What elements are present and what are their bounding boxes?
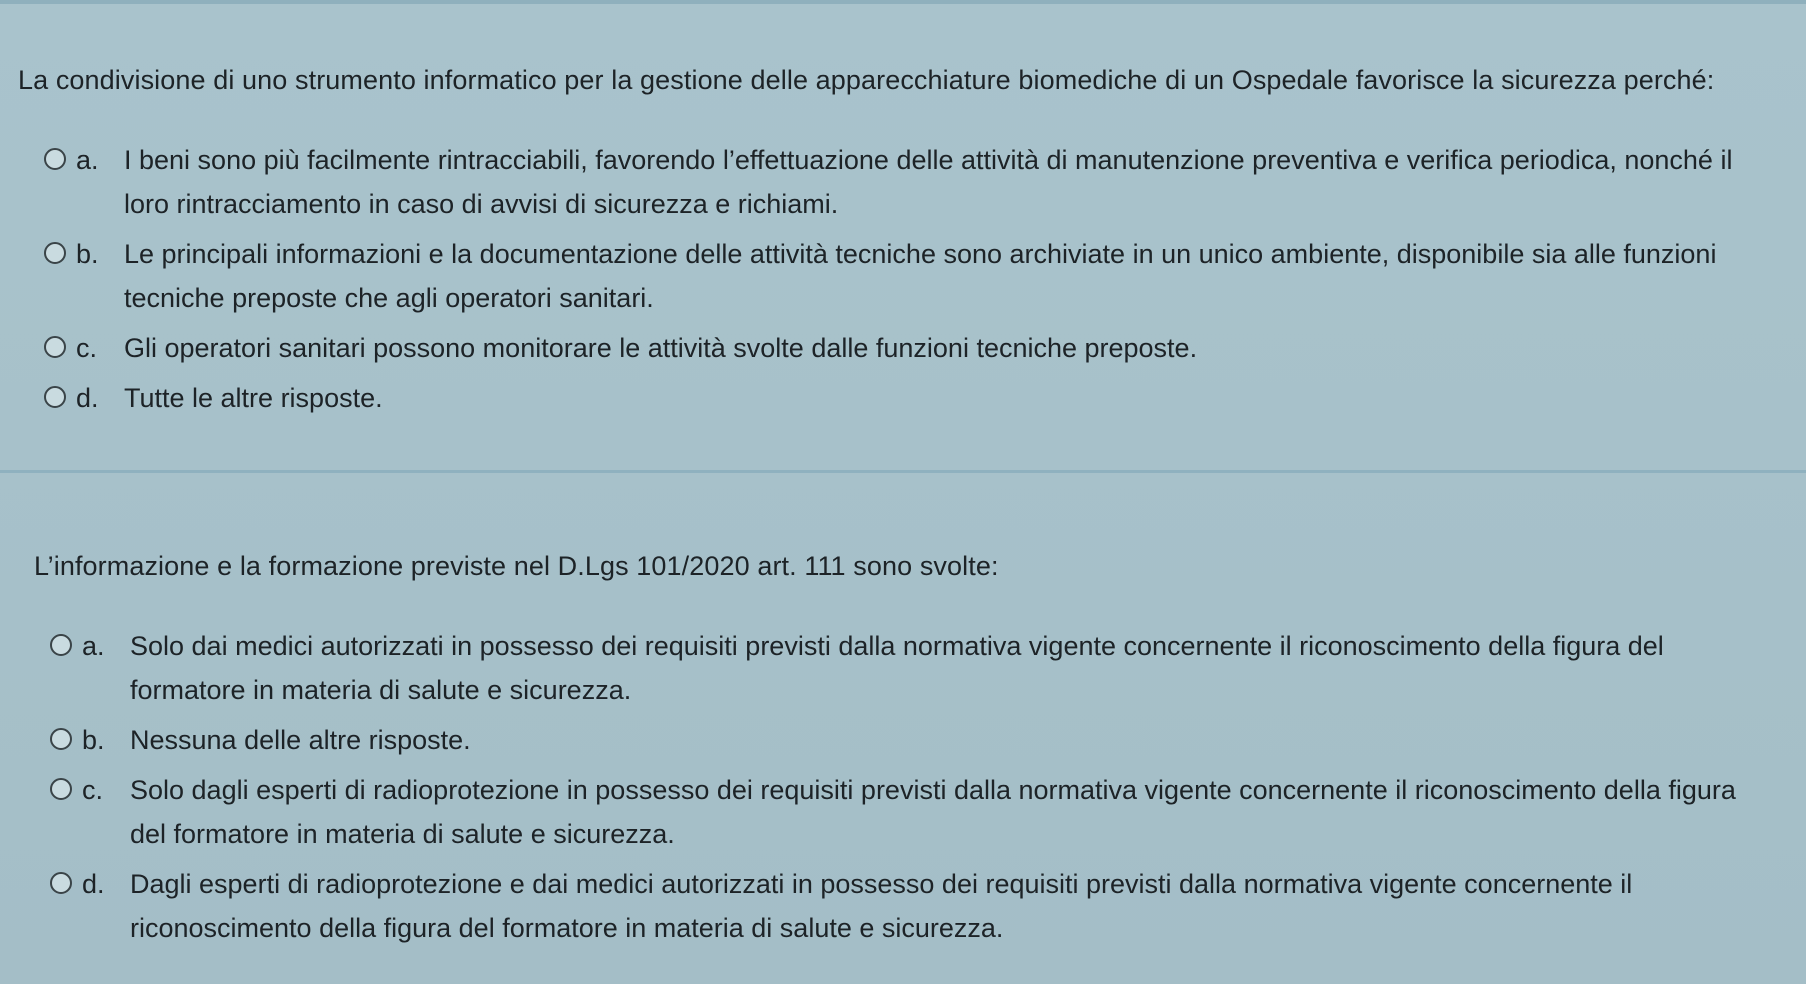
option-letter: a.	[76, 145, 99, 175]
radio-button-icon[interactable]	[50, 728, 72, 750]
option-letter: b.	[82, 725, 105, 755]
option-text[interactable]: Tutte le altre risposte.	[124, 383, 383, 413]
option-text[interactable]: I beni sono più facilmente rintracciabili, favorendo l’effettuazione delle attività di manutenzione preventiva e verifica periodica, nonché il loro rintracciamento in caso di avvisi di sicurezza e richiami.	[124, 145, 1733, 219]
option-text[interactable]: Nessuna delle altre risposte.	[130, 725, 471, 755]
q2-option-b[interactable]	[50, 718, 1806, 762]
option-letter: a.	[82, 631, 105, 661]
option-text[interactable]: Solo dai medici autorizzati in possesso dei requisiti previsti dalla normativa vigente concernente il riconoscimento della figura del formatore in materia di salute e sicurezza.	[130, 631, 1664, 705]
radio-button-icon[interactable]	[50, 872, 72, 894]
question-1-options	[18, 138, 1806, 420]
option-letter: d.	[76, 383, 99, 413]
question-2-options	[34, 624, 1806, 950]
q1-option-c[interactable]	[44, 326, 1806, 370]
option-text[interactable]: Solo dagli esperti di radioprotezione in possesso dei requisiti previsti dalla normativa vigente concernente il riconoscimento della figura del formatore in materia di salute e sicurezza.	[130, 775, 1736, 849]
option-text[interactable]: Dagli esperti di radioprotezione e dai medici autorizzati in possesso dei requisiti previsti dalla normativa vigente concernente il riconoscimento della figura del formatore in materia di salute e sicurezza.	[130, 869, 1633, 943]
question-1	[0, 62, 1806, 426]
radio-button-icon[interactable]	[44, 336, 66, 358]
q1-option-b[interactable]	[44, 232, 1806, 320]
q1-option-d[interactable]	[44, 376, 1806, 420]
radio-button-icon[interactable]	[50, 778, 72, 800]
question-2-text: L’informazione e la formazione previste nel D.Lgs 101/2020 art. 111 sono svolte:	[34, 551, 999, 581]
q2-option-c[interactable]	[50, 768, 1806, 856]
question-divider	[0, 470, 1806, 473]
question-1-text: La condivisione di uno strumento informatico per la gestione delle apparecchiature biomediche di un Ospedale favorisce la sicurezza perché:	[18, 65, 1715, 95]
option-text[interactable]: Gli operatori sanitari possono monitorare le attività svolte dalle funzioni tecniche preposte.	[124, 333, 1198, 363]
q2-option-a[interactable]	[50, 624, 1806, 712]
top-border	[0, 0, 1806, 4]
option-letter: b.	[76, 239, 99, 269]
radio-button-icon[interactable]	[44, 148, 66, 170]
radio-button-icon[interactable]	[50, 634, 72, 656]
option-letter: c.	[76, 333, 98, 363]
radio-button-icon[interactable]	[44, 386, 66, 408]
option-letter: c.	[82, 775, 104, 805]
q1-option-a[interactable]	[44, 138, 1806, 226]
radio-button-icon[interactable]	[44, 242, 66, 264]
question-2	[0, 548, 1806, 956]
option-letter: d.	[82, 869, 105, 899]
q2-option-d[interactable]	[50, 862, 1806, 950]
option-text[interactable]: Le principali informazioni e la documentazione delle attività tecniche sono archiviate in un unico ambiente, disponibile sia alle funzioni tecniche preposte che agli operatori sanitari.	[124, 239, 1717, 313]
